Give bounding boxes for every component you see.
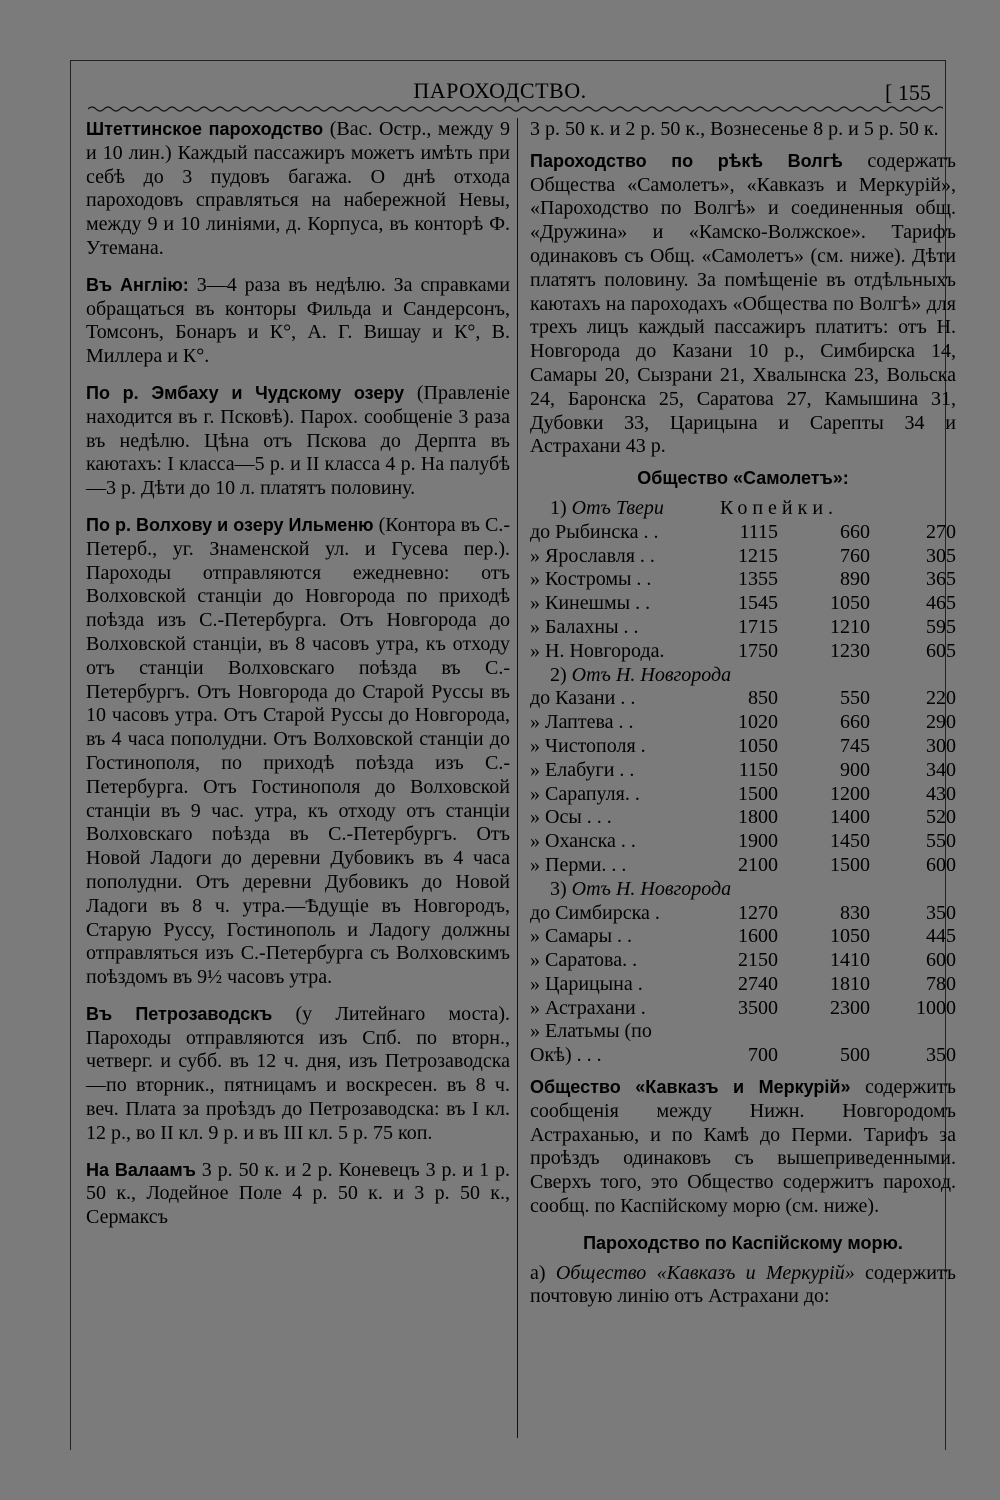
table-row xyxy=(530,759,956,783)
table-row xyxy=(530,687,956,711)
fare-destination: » Осы . . . xyxy=(530,806,612,829)
fare-class-3: 350 xyxy=(926,1044,956,1067)
fare-class-2: 1050 xyxy=(830,925,870,948)
heading-volga: Пароходство по рѣкѣ Волгѣ xyxy=(530,150,843,171)
page-number: [ 155 xyxy=(885,80,931,105)
frame-left-rule xyxy=(70,60,71,1450)
fare-class-3: 350 xyxy=(926,901,956,924)
fare-class-3: 780 xyxy=(926,972,956,995)
fare-section-number: 2) xyxy=(550,663,572,686)
fare-destination: » Оханска . . xyxy=(530,830,636,853)
fare-class-1: 1715 xyxy=(738,615,778,638)
table-row xyxy=(530,1044,956,1068)
text-petrozavodsk: (у Литейнаго моста). Пароходы отправляются изъ Спб. по вторн., четверг. и субб. въ 12 ч. дня, изъ Петрозаводска—по вторник., пятницамъ и воскресен. въ 8 ч. веч. Плата за проѣздъ до Петрозаводска: въ I кл. 12 р., во II кл. 9 р. и въ III кл. 5 р. 75 коп. xyxy=(86,1002,510,1144)
table-row xyxy=(530,592,956,616)
table-row xyxy=(530,806,956,830)
heading-kavkaz: Общество «Кавказъ и Меркурій» xyxy=(530,1077,851,1098)
fare-table-body xyxy=(530,497,956,1068)
wavy-rule xyxy=(88,104,943,114)
fare-class-2: 1450 xyxy=(830,830,870,853)
fare-destination: » Ярославля . . xyxy=(530,544,655,567)
fare-class-2: 1500 xyxy=(830,853,870,876)
fare-class-2: 1210 xyxy=(830,615,870,638)
paragraph-embach xyxy=(86,382,510,501)
kopeiki-header: Копейки. xyxy=(720,496,839,519)
column-divider xyxy=(517,118,518,1438)
fare-class-2: 660 xyxy=(840,711,870,734)
table-row xyxy=(530,640,956,664)
fare-class-1: 1355 xyxy=(738,568,778,591)
heading-samolet: Общество «Самолетъ»: xyxy=(637,468,849,489)
table-row xyxy=(530,949,956,973)
heading-volkhov: По р. Волхову и озеру Ильменю xyxy=(86,514,374,535)
fare-class-3: 290 xyxy=(926,711,956,734)
page-title: ПАРОХОДСТВО. xyxy=(413,78,587,103)
table-row xyxy=(530,902,956,926)
fare-destination: » Костромы . . xyxy=(530,568,652,591)
fare-class-3: 600 xyxy=(926,949,956,972)
caspian-text: содержитъ почтовую линію отъ Астрахани до: xyxy=(530,1261,956,1308)
fare-destination: » Елабуги . . xyxy=(530,758,635,781)
fare-class-2: 900 xyxy=(840,758,870,781)
table-row xyxy=(530,568,956,592)
fare-class-3: 270 xyxy=(926,520,956,543)
paragraph-petrozavodsk xyxy=(86,1003,510,1146)
frame-top-rule xyxy=(70,60,946,61)
caspian-company: Общество «Кавказъ и Меркурій» xyxy=(555,1261,855,1284)
fare-destination: » Самары . . xyxy=(530,925,633,948)
fare-class-2: 1200 xyxy=(830,782,870,805)
fare-class-3: 465 xyxy=(926,592,956,615)
heading-stettin: Штеттинское пароходство xyxy=(86,119,324,139)
fare-class-1: 1215 xyxy=(738,544,778,567)
fare-class-3: 1000 xyxy=(916,996,956,1019)
table-row xyxy=(530,997,956,1021)
table-row xyxy=(530,925,956,949)
fare-section-origin xyxy=(530,664,956,688)
fare-class-2: 500 xyxy=(840,1044,870,1067)
fare-class-3: 300 xyxy=(926,734,956,757)
fare-class-1: 3500 xyxy=(738,996,778,1019)
fare-class-3: 520 xyxy=(926,806,956,829)
fare-class-3: 595 xyxy=(926,615,956,638)
fare-class-2: 745 xyxy=(840,734,870,757)
fare-class-3: 305 xyxy=(926,544,956,567)
fare-destination: до Рыбинска . . xyxy=(530,520,659,543)
table-row xyxy=(530,973,956,997)
fare-table xyxy=(530,497,956,1068)
table-row xyxy=(530,783,956,807)
fare-destination: до Симбирска . xyxy=(530,901,660,924)
fare-class-3: 220 xyxy=(926,687,956,710)
fare-class-1: 2740 xyxy=(738,972,778,995)
fare-class-3: 600 xyxy=(926,853,956,876)
fare-destination: » Балахны . . xyxy=(530,615,639,638)
fare-destination: » Саратова. . xyxy=(530,949,638,972)
fare-class-3: 340 xyxy=(926,758,956,781)
fare-class-2 xyxy=(778,1020,870,1044)
paragraph-volga xyxy=(530,150,956,459)
fare-class-2: 1400 xyxy=(830,806,870,829)
fare-class-3: 365 xyxy=(926,568,956,591)
fare-class-1: 1545 xyxy=(738,592,778,615)
text-kavkaz: содержитъ сообщенія между Нижн. Новгородомъ Астраханью, и по Камѣ до Перми. Тарифъ за проѣздъ одинаковъ съ вышеприведенными. Сверхъ того, это Общество содержитъ пароход. сообщ. по Каспійскому морю (см. ниже). xyxy=(530,1076,956,1218)
fare-class-1: 2150 xyxy=(738,949,778,972)
fare-destination: до Казани . . xyxy=(530,687,636,710)
caspian-prefix: а) xyxy=(530,1261,556,1284)
fare-class-2: 1230 xyxy=(830,639,870,662)
table-row xyxy=(530,616,956,640)
heading-caspian: Пароходство по Каспійскому морю. xyxy=(583,1232,903,1253)
fare-class-2: 660 xyxy=(840,520,870,543)
paragraph-caspian-line xyxy=(530,1262,956,1310)
text-valaam: 3 р. 50 к. и 2 р. Коневецъ 3 р. и 1 р. 50 к., Лодейное Поле 4 р. 50 к. и 3 р. 50 к., Сермаксъ xyxy=(86,1158,510,1229)
fare-class-2: 1050 xyxy=(830,592,870,615)
fare-section-number: 1) xyxy=(550,496,572,519)
text-embach: (Правленіе находится въ г. Псковѣ). Парох. сообщеніе 3 раза въ недѣлю. Цѣна отъ Пскова до Дерпта въ каютахъ: I класса—5 р. и II класса 4 р. На палубѣ—3 р. Дѣти до 10 л. платятъ половину. xyxy=(86,381,510,500)
fare-destination: » Лаптева . . xyxy=(530,711,634,734)
table-row xyxy=(530,711,956,735)
fare-class-3: 605 xyxy=(926,639,956,662)
heading-embach: По р. Эмбаху и Чудскому озеру xyxy=(86,382,405,403)
fare-class-1: 1500 xyxy=(738,782,778,805)
fare-section-header xyxy=(530,878,956,902)
paragraph-continued: 3 р. 50 к. и 2 р. 50 к., Вознесенье 8 р. и 5 р. 50 к. xyxy=(530,118,939,140)
fare-class-1: 1020 xyxy=(738,711,778,734)
fare-class-2: 1410 xyxy=(830,949,870,972)
fare-class-2: 550 xyxy=(840,687,870,710)
fare-destination: » Астрахани . xyxy=(530,996,646,1019)
fare-destination: » Кинешмы . . xyxy=(530,592,651,615)
fare-section-origin xyxy=(530,497,720,521)
paragraph-england xyxy=(86,274,510,369)
fare-section-from: Отъ Н. Новгорода xyxy=(571,877,732,900)
text-stettin: (Вас. Остр., между 9 и 10 лин.) Каждый пассажиръ можетъ имѣть при себѣ до 3 пудовъ багажа. О днѣ отхода пароходовъ справляться на набережной Невы, между 9 и 10 линіями, д. Корпуса, въ конторѣ Ф. Утемана. xyxy=(86,118,510,259)
fare-section-from: Отъ Н. Новгорода xyxy=(571,663,732,686)
fare-class-2: 890 xyxy=(840,568,870,591)
fare-class-1: 850 xyxy=(748,687,778,710)
fare-class-2: 760 xyxy=(840,544,870,567)
text-england: 3—4 раза въ недѣлю. За справками обращаться въ конторы Фильда и Сандерсонъ, Томсонъ, Бонаръ и К°, А. Г. Вишау и К°, В. Миллера и К°. xyxy=(86,273,511,368)
fare-class-1: 1600 xyxy=(738,925,778,948)
fare-section-origin xyxy=(530,878,956,902)
fare-class-1 xyxy=(720,1020,778,1044)
table-row xyxy=(530,830,956,854)
fare-class-2: 830 xyxy=(840,901,870,924)
fare-class-1: 700 xyxy=(748,1044,778,1067)
fare-class-1: 1050 xyxy=(738,734,778,757)
table-row xyxy=(530,735,956,759)
fare-class-3 xyxy=(870,1020,956,1044)
fare-class-1: 1750 xyxy=(738,639,778,662)
fare-class-3: 445 xyxy=(926,925,956,948)
fare-section-header xyxy=(530,497,956,521)
fare-section-from: Отъ Твери xyxy=(571,496,664,519)
heading-england: Въ Англію: xyxy=(86,274,189,295)
table-row xyxy=(530,521,956,545)
table-row xyxy=(530,854,956,878)
fare-class-3: 430 xyxy=(926,782,956,805)
fare-destination: » Елатьмы (по xyxy=(530,1020,652,1043)
fare-class-3: 550 xyxy=(926,830,956,853)
fare-class-1: 1150 xyxy=(738,758,778,781)
heading-valaam: На Валаамъ xyxy=(86,1159,196,1180)
fare-destination: » Сарапуля. . xyxy=(530,782,640,805)
fare-class-1: 1900 xyxy=(738,830,778,853)
fare-destination: » Чистополя . xyxy=(530,734,646,757)
right-column xyxy=(530,118,956,1322)
fare-class-1: 1115 xyxy=(739,520,778,543)
fare-destination: » Перми. . . xyxy=(530,853,627,876)
fare-section-header xyxy=(530,664,956,688)
fare-class-1: 1800 xyxy=(738,806,778,829)
paragraph-stettin xyxy=(86,118,510,261)
text-volkhov: (Контора въ С.-Петерб., уг. Знаменской ул. и Гусева пер.). Пароходы отправляются ежедневно: отъ Волховской станціи до Новгорода по приходѣ поѣзда изъ С.-Петербурга. Отъ Новгорода до Волховской станціи, въ 8 часовъ утра, къ отходу отъ станціи Волховскаго поѣзда въ С.-Петербургъ. Отъ Новгорода до Старой Руссы въ 10 часовъ утра. Отъ Старой Руссы до Новгорода, въ 4 часа пополудни. Отъ Волховской станціи до Гостинополя, по приходѣ поѣзда изъ С.-Петербурга. Отъ Гостинополя до Волховской станціи въ 9 час. утра, къ отходу отъ станціи Волховскаго поѣзда въ С.-Петербургъ. Отъ Новой Ладоги до деревни Дубовикъ въ 4 часа пополудни. Отъ деревни Дубовикъ до Новой Ладоги въ 8 ч. утра.—Ѣдущіе въ Новгородъ, Старую Руссу, Гостинополь и Ладогу должны отправляться изъ С.-Петербурга съ Волховскимъ поѣздомъ въ 9½ часовъ утра. xyxy=(86,513,510,989)
fare-class-2: 1810 xyxy=(830,972,870,995)
fare-class-1: 1270 xyxy=(738,901,778,924)
left-column xyxy=(86,118,510,1243)
fare-class-2: 2300 xyxy=(830,996,870,1019)
fare-destination: » Н. Новгорода. xyxy=(530,639,665,662)
fare-section-number: 3) xyxy=(550,877,572,900)
table-row xyxy=(530,1020,956,1044)
paragraph-valaam xyxy=(86,1159,510,1230)
fare-class-1: 2100 xyxy=(738,853,778,876)
text-volga: содержатъ Общества «Самолетъ», «Кавказъ и Меркурій», «Пароходство по Волгѣ» и соединенныя общ. «Дружина» и «Камско-Волжское». Тарифъ одинаковъ съ Общ. «Самолетъ» (см. ниже). Дѣти платятъ половину. За помѣщеніе въ отдѣльныхъ каютахъ на пароходахъ «Общества по Волгѣ» для трехъ лицъ каждый пассажиръ платитъ: отъ Н. Новгорода до Казани 10 р., Симбирска 14, Самары 20, Сызрани 21, Хвалынска 23, Вольска 24, Баронска 25, Саратова 27, Камышина 31, Дубовки 33, Царицына и Сарепты 34 и Астрахани 43 р. xyxy=(530,149,956,458)
paragraph-volkhov xyxy=(86,514,510,990)
paragraph-kavkaz xyxy=(530,1076,956,1219)
fare-destination: Окѣ) . . . xyxy=(530,1044,602,1067)
heading-petrozavodsk: Въ Петрозаводскъ xyxy=(86,1003,273,1024)
table-row xyxy=(530,545,956,569)
fare-destination: » Царицына . xyxy=(530,972,643,995)
